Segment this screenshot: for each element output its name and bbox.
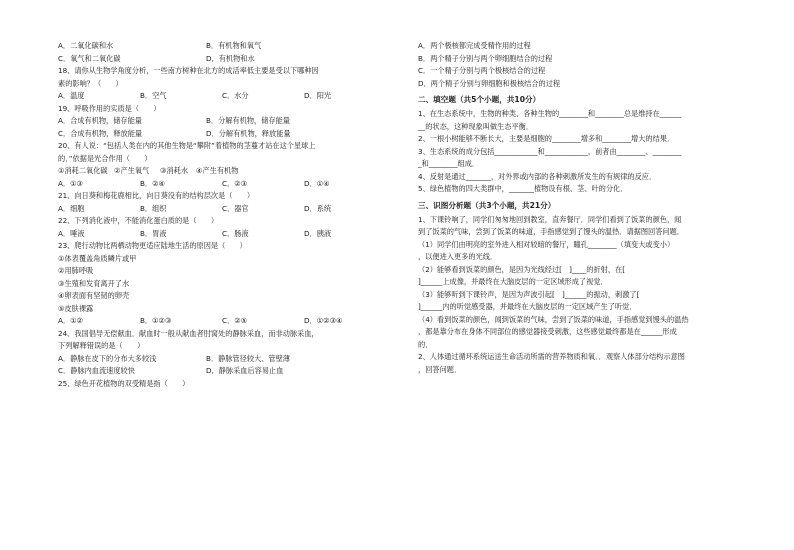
q23-item-4: ④卵表面有坚韧的卵壳 <box>58 291 130 300</box>
diagram-q1-part1-line2: ，以便进入更多的光线． <box>418 252 498 261</box>
q20-statement-3: ③消耗水 <box>160 166 189 175</box>
q18-option-a: A．温度 <box>58 91 85 100</box>
diagram-q1-line1: 1、下课铃响了，同学们匆匆地回到教室，直奔餐厅．同学们看到了饭菜的颜色，闻 <box>418 214 682 224</box>
diagram-q2-line1: 2、人体通过循环系统运送生命活动所需的营养物质和氧．．观察人体部分结构示意图 <box>418 352 685 361</box>
q19-stem: 19、呼吸作用的实质是（ ） <box>58 103 161 113</box>
q24-options-row2 <box>58 365 388 378</box>
q21-options <box>58 203 388 216</box>
q20-statement-4: ④产生有机物 <box>196 166 239 175</box>
q18-options <box>58 90 388 103</box>
q21-option-a: A．细胞 <box>58 203 85 213</box>
q17-option-a: A．二氧化碳和水 <box>58 41 114 50</box>
q22-option-b: B．胃液 <box>140 228 167 238</box>
q23-stem: 23、爬行动物比两栖动物更适应陆地生活的原因是（ ） <box>58 241 247 250</box>
fill-4: 4、反射是通过_______，对外界或内部的各种刺激所发生的有规律的反应． <box>418 171 657 181</box>
q20-options <box>58 178 388 191</box>
q18-stem-line1: 18、请你从生物学角度分析，一些南方树种在北方的成活率低主要是受以下哪种因 <box>58 66 319 75</box>
diagram-q1-part2-line1: （2）能够看到饭菜的颜色，是因为光线经过[ ]____的折射，在[ <box>418 264 626 274</box>
q24-option-b: B．静脉管径较大、管壁薄 <box>206 353 290 363</box>
q21-stem: 21、向日葵和梅花鹿相比，向日葵没有的结构层次是（ ） <box>58 191 255 200</box>
q20-statement-2: ②产生氧气 <box>114 166 150 175</box>
q24-stem-line1: 24、我国倡导无偿献血．献血时一般从献血者肘窝处的静脉采血，而非动脉采血， <box>58 328 319 338</box>
diagram-q1-part4-line3: 的． <box>418 339 433 349</box>
q17-options-row2 <box>58 53 388 66</box>
q17-option-d: D．有机物和水 <box>206 53 255 63</box>
q19-option-b: B．分解有机物，储存能量 <box>206 116 290 125</box>
q20-stem-line2: 的．”依据是光合作用（ ） <box>58 153 152 163</box>
diagram-q1-part2-line2: ]______上成像，并最终在大脑皮层的一定区域形成了视觉． <box>418 277 608 286</box>
q25-option-c: C．一个精子分别与两个极核结合的过程 <box>418 66 546 75</box>
q18-option-b: B．空气 <box>140 91 167 100</box>
q23-item-1: ①体表覆盖角质鳞片或甲 <box>58 253 137 263</box>
q17-options-row1 <box>58 40 388 53</box>
q25-option-b: B．两个精子分别与两个卵细胞结合的过程 <box>418 53 553 63</box>
diagram-q1-line2: 到了饭菜的气味，尝到了饭菜的味道，手指感觉到了馒头的温热．请据图回答问题． <box>418 227 684 236</box>
q18-stem-line2: 素的影响？（ ） <box>58 78 123 88</box>
q25-stem: 25、绿色开花植物的双受精是指（ ） <box>58 378 190 388</box>
q25-option-a: A．两个极核都完成受精作用的过程 <box>418 41 531 50</box>
diagram-q1-part3-line2: ]______内的听觉感受器，并最终在大脑皮层的一定区域产生了听觉． <box>418 302 637 311</box>
fill-5: 5、绿色植物的四大类群中，_______植物设有根、茎、叶的分化． <box>418 184 628 193</box>
q24-option-c: C．静脉内血流速度较快 <box>58 366 135 375</box>
q23-item-5: ⑤皮肤裸露 <box>58 303 94 313</box>
q18-option-d: D．阳光 <box>304 91 332 100</box>
q22-option-a: A．唾液 <box>58 228 85 238</box>
q22-stem: 22、下列消化液中，不能消化蛋白质的是（ ） <box>58 216 219 225</box>
q20-stem-line1: 20、有人说：“包括人类在内的其他生物是“攀附”着植物的茎蔓才站在这个星球上 <box>58 141 316 150</box>
q18-option-c: C．水分 <box>222 91 249 100</box>
q25-option-d: D．两个精子分别与卵细胞和极核结合的过程 <box>418 78 561 88</box>
q19-options-row2 <box>58 128 388 141</box>
right-column <box>418 40 748 376</box>
q23-item-2: ②用肺呼吸 <box>58 266 94 275</box>
q23-option-c: C．②⑤ <box>222 316 248 325</box>
q20-option-c: C．②③ <box>222 178 248 188</box>
q23-option-d: D．①②③④ <box>304 316 343 325</box>
q24-options-row1 <box>58 353 388 366</box>
q23-option-b: B．①②③ <box>140 316 172 325</box>
q24-option-d: D．静脉采血后容易止血 <box>206 366 284 375</box>
q20-option-b: B．②④ <box>140 178 166 188</box>
q23-item-3: ③生殖和发育离开了水 <box>58 278 130 288</box>
fill-1-line1: 1、在生态系统中，生物的种类、各种生物的________和________总是维持在______ <box>418 109 682 118</box>
q19-option-a: A．合成有机物，储存能量 <box>58 116 142 125</box>
diagram-q2-line2: ，回答问题． <box>418 364 462 374</box>
q19-option-c: C．合成有机物，释放能量 <box>58 128 143 138</box>
q21-option-d: D．系统 <box>304 203 332 213</box>
q20-option-d: D．①④ <box>304 178 330 188</box>
diagram-q1-part4-line2: ，都是靠分布在身体不同部位的感觉器接受刺激，这些感觉最终都是在______形成 <box>418 327 677 336</box>
section-fill-in-title: 二、填空题（共5个小题，共10分） <box>418 95 541 104</box>
q19-option-d: D．分解有机物，释放能量 <box>206 128 291 138</box>
fill-3-line1: 3、生态系统的成分包括____________和____________，前者由________、________ <box>418 146 682 156</box>
left-column <box>58 40 388 390</box>
diagram-q1-part4-line1: （4）看到饭菜的颜色，闻到饭菜的气味，尝到了饭菜的味道，手指感觉到馒头的温热 <box>418 314 689 324</box>
q23-option-a: A．①② <box>58 316 83 325</box>
q24-stem-line2: 下列解释错误的是（ ） <box>58 341 145 350</box>
q24-option-a: A．静脉在皮下的分布大多较浅 <box>58 353 157 363</box>
diagram-q1-part3-line1: （3）能够听到下课铃声，是因为声波引起[ ]______的振动，刺激了[ <box>418 289 640 299</box>
fill-2: 2、一根小树能够不断长大，主要是细胞的________增多和________增大的结果． <box>418 134 675 143</box>
q20-statements <box>58 165 388 178</box>
q20-option-a: A．①③ <box>58 178 83 188</box>
section-diagram-title: 三、识图分析题（共3个小题，共21分） <box>418 200 556 210</box>
q17-option-c: C．氧气和二氧化碳 <box>58 53 121 63</box>
q22-options <box>58 228 388 241</box>
q20-statement-1: ①消耗二氧化碳 <box>58 166 108 175</box>
q22-option-d: D．胰液 <box>304 228 332 238</box>
q19-options-row1 <box>58 115 388 128</box>
q21-option-b: B．组织 <box>140 203 167 213</box>
fill-3-line2: _和________组成． <box>418 159 480 168</box>
q21-option-c: C．器官 <box>222 203 249 213</box>
fill-1-line2: __的状态，这种现象叫做生态平衡． <box>418 121 534 131</box>
diagram-q1-part1-line1: （1）同学们由明亮的室外进入相对较暗的餐厅，瞳孔________（填变大或变小） <box>418 239 675 249</box>
q17-option-b: B．有机物和氧气 <box>206 41 262 50</box>
q23-options <box>58 315 388 328</box>
q22-option-c: C．肠液 <box>222 228 249 238</box>
